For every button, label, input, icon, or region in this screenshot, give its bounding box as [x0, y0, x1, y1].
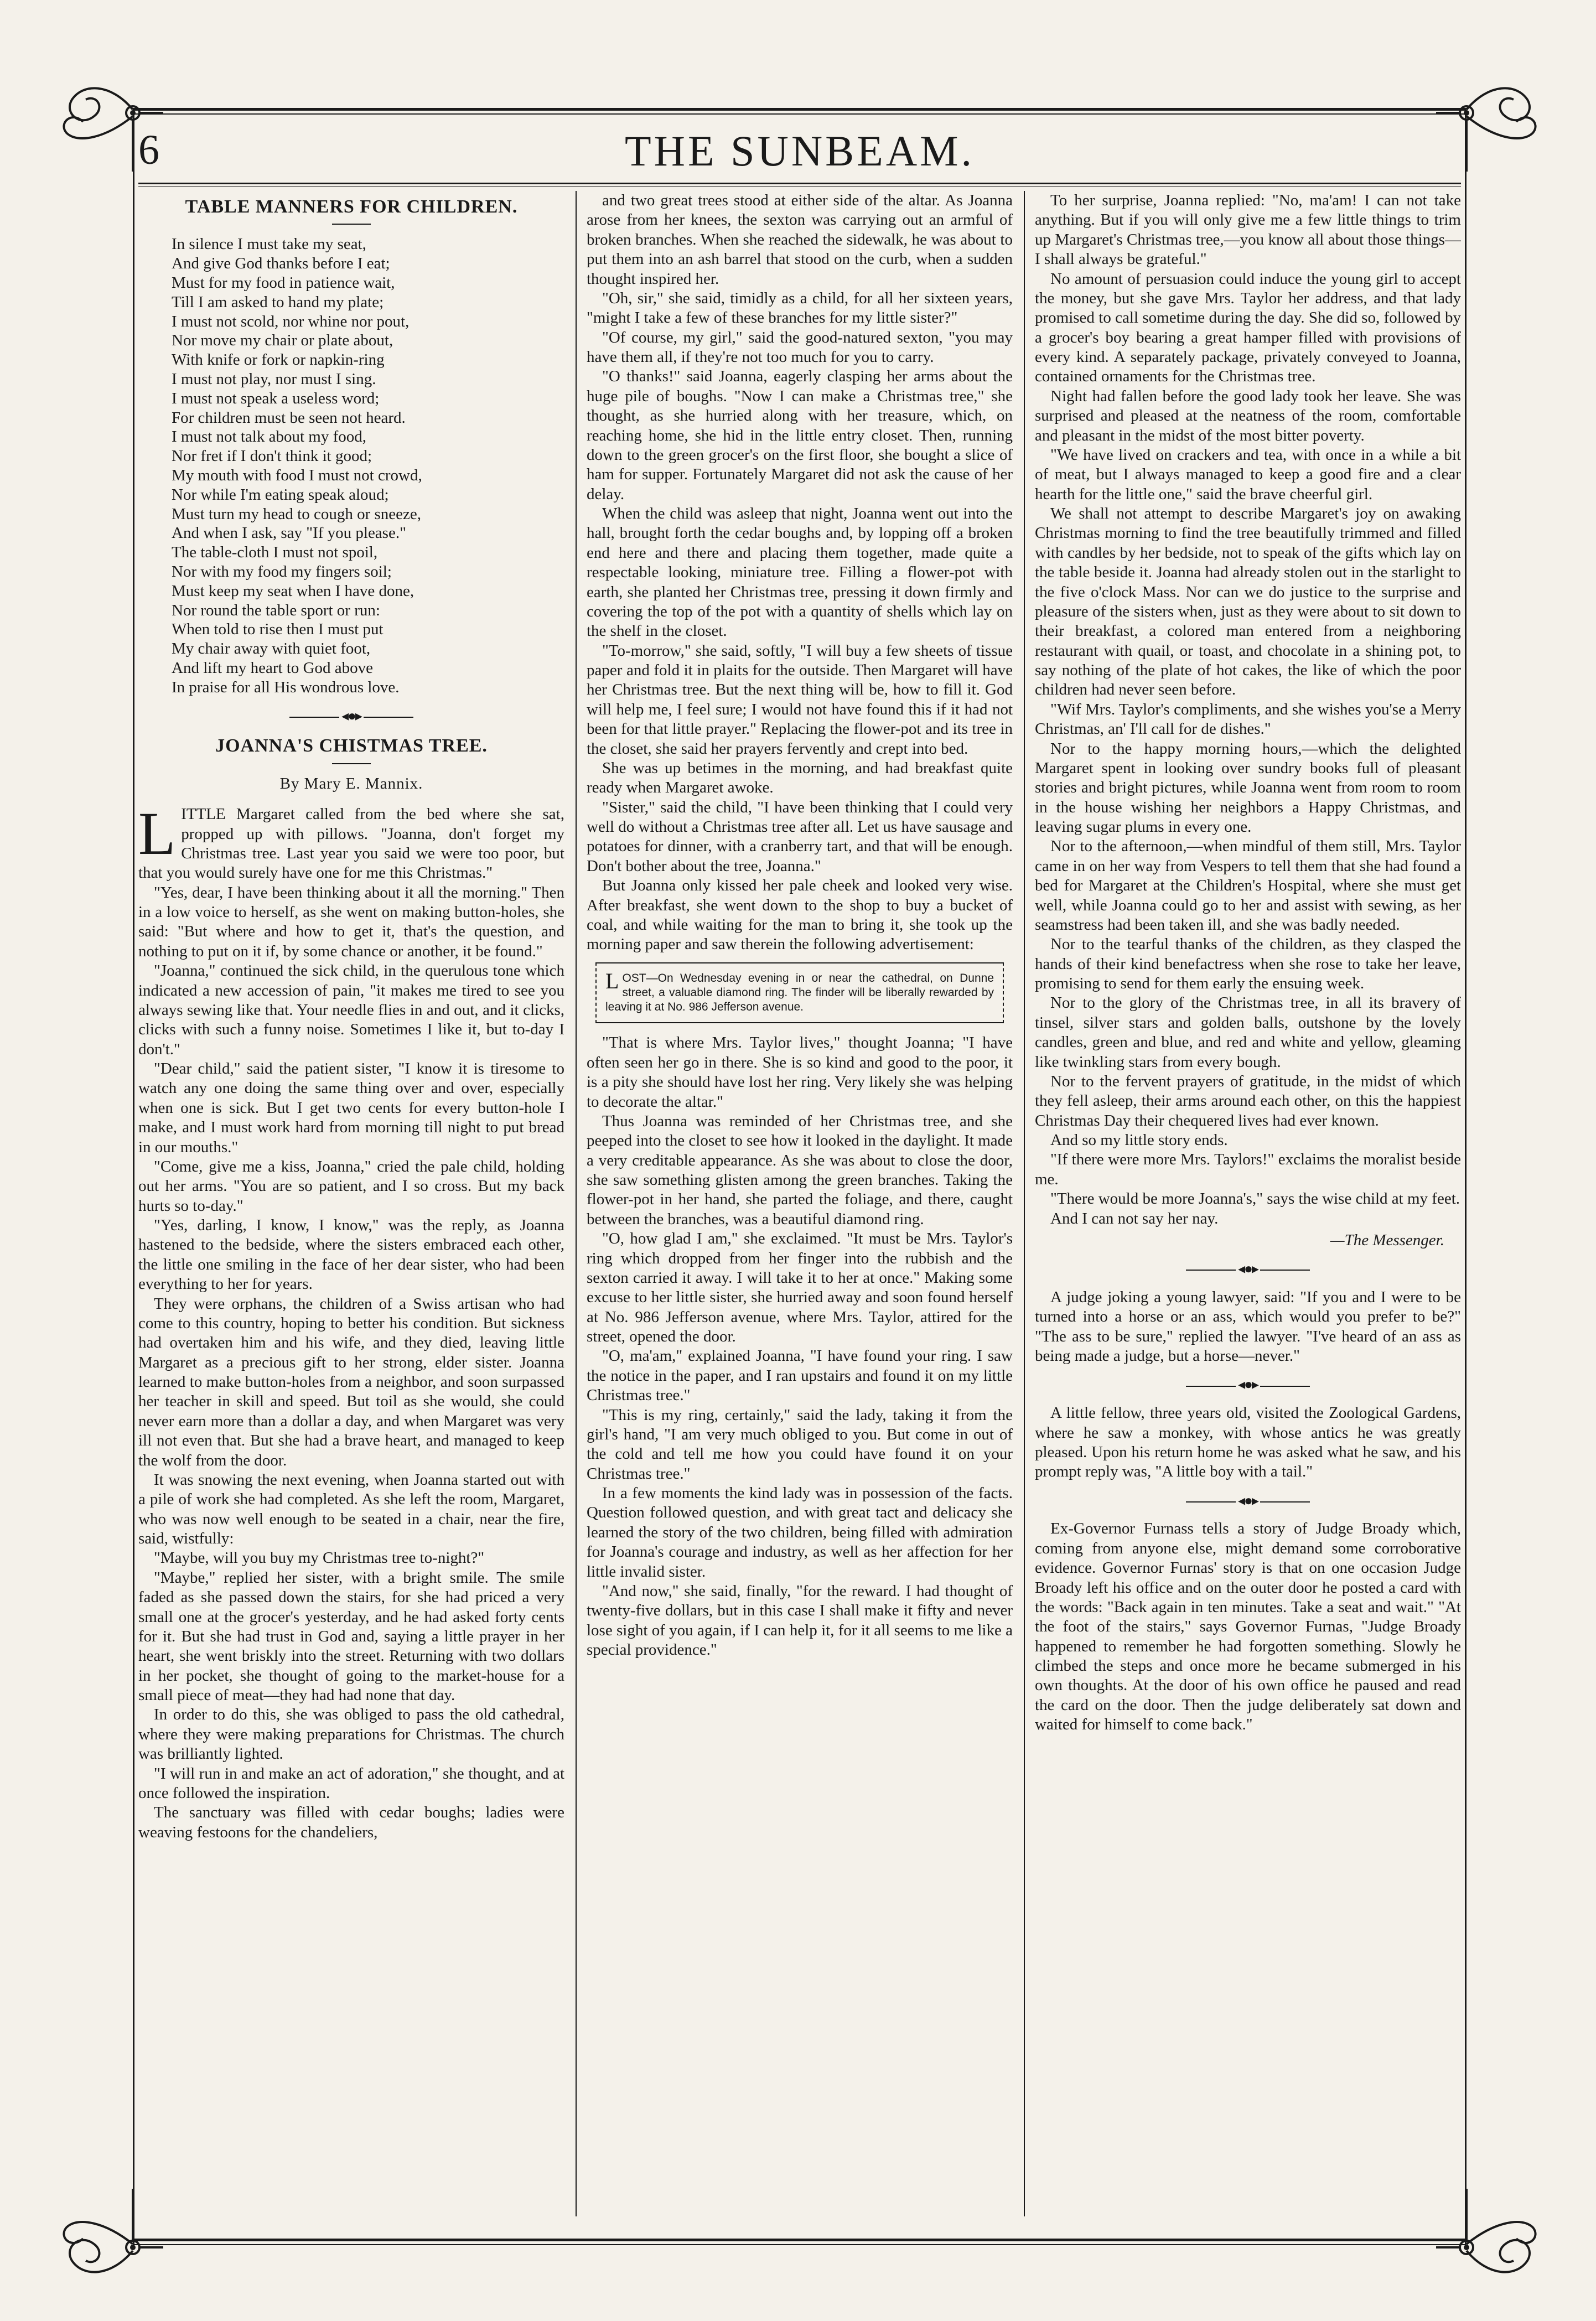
- poem-line: I must not speak a useless word;: [172, 389, 380, 407]
- story-paragraph: Nor to the tearful thanks of the children, as they clasped the hands of their kind benefactress when she rose to take her leave, promising to send for them early the ensuing week.: [1035, 935, 1461, 992]
- anecdote-monkey: A little fellow, three years old, visited the Zoological Gardens, where he saw a monkey, with whose antics he was greatly pleased. Upon his return home he was asked what he saw, and his prompt reply was, "A little boy with a tail.": [1035, 1404, 1461, 1481]
- story-paragraph: "There would be more Joanna's," says the wise child at my feet.: [1050, 1190, 1460, 1208]
- poem-line: Nor fret if I don't think it good;: [172, 447, 372, 465]
- story-paragraph: It was snowing the next evening, when Joanna started out with a pile of work she had completed. As she left the room, Margaret, who was now well enough to be seated in a chair, near the fire, said, wistfully:: [138, 1470, 564, 1548]
- poem-line: When told to rise then I must put: [172, 620, 384, 639]
- poem-line: Till I am asked to hand my plate;: [172, 293, 384, 311]
- poem-line: Nor while I'm eating speak aloud;: [172, 485, 389, 504]
- top-border-rule: [133, 108, 1467, 111]
- story-paragraph: "Yes, dear, I have been thinking about it all the morning." Then in a low voice to herself, as she went on making button-holes, she said: "But where and how to get it, that's the question, and nothing to put on it if, by some chance or another, it be found.": [138, 883, 564, 960]
- advert-drop-cap: L: [605, 968, 619, 993]
- poem-line: I must not talk about my food,: [172, 428, 366, 446]
- poem-line: My mouth with food I must not crowd,: [172, 467, 422, 485]
- story-paragraph: They were orphans, the children of a Swiss artisan who had come to this country, hoping to better his condition. But sickness had overtaken him and his wife, and they died, leaving little Margaret as a precious gift to her strong, elder sister. Joanna learned to make button-holes from a neighbor, and soon surpassed her teacher in skill and speed. But toil as she would, she could never earn more than a dollar a day, and when Margaret was very ill not even that. But she had a brave heart, and managed to keep the wolf from the door.: [138, 1294, 564, 1469]
- story-paragraph: In a few moments the kind lady was in possession of the facts. Question followed question, and with great tact and delicacy she learned the story of the two children, being filled with admiration for Joanna's courage and industry, as well as her affection for her little invalid sister.: [587, 1484, 1013, 1581]
- title-rule: [332, 763, 371, 764]
- page-number: 6: [138, 127, 159, 173]
- story-paragraph: Nor to the afternoon,—when mindful of them still, Mrs. Taylor came in on her way from Vespers to tell them that she had found a bed for Margaret at the Children's Hospital, where she must get well, while Joanna could go to her and assist with sewing, as her seamstress had been taken ill, and she was badly needed.: [1035, 837, 1461, 934]
- drop-cap: L: [138, 800, 176, 868]
- story-paragraph: "O, ma'am," explained Joanna, "I have found your ring. I saw the notice in the paper, and I ran upstairs and found it on my little Christmas tree.": [587, 1347, 1013, 1405]
- story-paragraph: "Maybe," replied her sister, with a bright smile. The smile faded as she passed down the stairs, for she had priced a very small one at the grocer's yesterday, and he had asked forty cents for it. But she had trust in God and, saying a little prayer in her heart, she went briskly into the street. Returning with two dollars in her pocket, she thought of going to the market-house for a small piece of meat—they had had none that day.: [138, 1568, 564, 1705]
- story-paragraph: No amount of persuasion could induce the young girl to accept the money, but she gave Mrs. Taylor her address, and that lady promised to call sometime during the day. She did so, followed by a grocer's boy bearing a great hamper filled with provisions of every kind. A separately package, privately conveyed to Joanna, contained ornaments for the Christmas tree.: [1035, 270, 1461, 386]
- story-paragraph: Nor to the glory of the Christmas tree, in all its bravery of tinsel, silver stars and golden balls, outshone by the lovely candles, green and blue, and red and white and yellow, gleaming like twinkling stars from every bough.: [1035, 994, 1461, 1071]
- anecdote-judge-broady: Ex-Governor Furnass tells a story of Judge Broady which, coming from anyone else, might demand some corroborative evidence. Governor Furnas' story is that on one occasion Judge Broady left his office and on the outer door he posted a card with the words: "Back again in ten minutes. Take a seat and wait." "At the foot of the stairs," says Governor Furnas, "Judge Broady happened to remember he had forgotten something. Slowly he climbed the steps and once more he became submerged in his own thoughts. At the door of his own office he paused and read the card on the door. Then the judge deliberately sat down and waited for himself to come back.": [1035, 1520, 1461, 1734]
- column-divider-1: [576, 191, 577, 2216]
- first-paragraph-text: ITTLE Margaret called from the bed where she sat, propped up with pillows. "Joanna, don't forget my Christmas tree. Last year you said we were too poor, but that you would surely have one for me this Christmas.": [138, 805, 564, 882]
- lost-advertisement: [595, 962, 1004, 1024]
- story-paragraphs: [587, 1033, 1013, 1660]
- poem-line: Nor round the table sport or run:: [172, 601, 380, 619]
- story-paragraph: "That is where Mrs. Taylor lives," thought Joanna; "I have often seen her go in there. She is so kind and good to the poor, it is a pity she should have lost her ring. Very likely she was helping to decorate the altar.": [587, 1034, 1013, 1111]
- story-paragraph: and two great trees stood at either side of the altar. As Joanna arose from her knees, the sexton was carrying out an armful of broken branches. When she reached the sidewalk, he was about to put them into an ash barrel that stood on the curb, when a sudden thought inspired her.: [587, 191, 1013, 288]
- story-paragraph: "We have lived on crackers and tea, with once in a while a bit of meat, but I always managed to keep a good fire and a clear hearth for the little one," said the brave cheerful girl.: [1035, 445, 1461, 503]
- story-paragraph: "Yes, darling, I know, I know," was the reply, as Joanna hastened to the bedside, where the sisters embraced each other, the little one smiling in the face of her dear sister, who had been everything to her for years.: [138, 1216, 564, 1293]
- story-first-paragraph: [138, 800, 564, 883]
- poem-line: Nor move my chair or plate about,: [172, 331, 393, 350]
- poem-line: For children must be seen not heard.: [172, 408, 406, 427]
- story-attribution: —The Messenger.: [1330, 1231, 1444, 1249]
- poem-line: Must keep my seat when I have done,: [172, 582, 414, 600]
- poem-line: And lift my heart to God above: [172, 659, 374, 677]
- story-paragraph: "Maybe, will you buy my Christmas tree to-night?": [154, 1549, 485, 1567]
- story-title: JOANNA'S CHISTMAS TREE.: [215, 735, 488, 757]
- story-paragraphs: [1035, 191, 1461, 1229]
- title-rule: [332, 224, 371, 225]
- poem-line: In silence I must take my seat,: [172, 235, 366, 253]
- story-paragraph: But Joanna only kissed her pale cheek and looked very wise. After breakfast, she went down to the shop to buy a bucket of coal, and while waiting for the man to bring it, she took up the morning paper and saw therein the following advertisement:: [587, 877, 1013, 954]
- story-paragraph: To her surprise, Joanna replied: "No, ma'am! I can not take anything. But if you will only give me a few little things to trim up Margaret's Christmas tree,—you know all about those things—I shall always be grateful.": [1035, 191, 1461, 268]
- story-paragraph: In order to do this, she was obliged to pass the old cathedral, where they were making preparations for Christmas. The church was brilliantly lighted.: [138, 1706, 564, 1763]
- story-paragraph: "Of course, my girl," said the good-natured sexton, "you may have them all, if they're not too much for you to carry.: [587, 328, 1013, 366]
- masthead-title: THE SUNBEAM.: [624, 127, 975, 175]
- story-paragraphs: [138, 883, 564, 1842]
- anecdote-judge-lawyer: A judge joking a young lawyer, said: "If you and I were to be turned into a horse or an ass, which would you prefer to be?" "The ass to be sure," replied the lawyer. "I've heard of an ass as being made a judge, but a horse—never.": [1035, 1288, 1461, 1365]
- story-paragraph: The sanctuary was filled with cedar boughs; ladies were weaving festoons for the chandeliers,: [138, 1804, 564, 1841]
- poem-line: With knife or fork or napkin-ring: [172, 351, 385, 369]
- story-paragraph: Nor to the fervent prayers of gratitude, in the midst of which they fell asleep, their arms around each other, on this the happiest Christmas Day their chequered lives had ever known.: [1035, 1072, 1461, 1130]
- column-3: [1035, 191, 1461, 2227]
- poem-line: I must not scold, nor whine nor pout,: [172, 312, 410, 330]
- story-paragraph: "Dear child," said the patient sister, "I know it is tiresome to watch any one doing the same thing over and over, especially when one is sick. But I get two cents for every button-hole I make, and I must work hard from morning till night to put bread in our mouths.": [138, 1060, 564, 1156]
- story-paragraph: Thus Joanna was reminded of her Christmas tree, and she peeped into the closet to see how it looked in the daylight. It made a very creditable appearance. As she was about to close the door, she saw something glisten among the green branches. Taking the flower-pot in her hand, she parted the foliage, and there, caught between the branches, was a beautiful diamond ring.: [587, 1112, 1013, 1228]
- story-paragraph: She was up betimes in the morning, and had breakfast quite ready when Margaret awoke.: [587, 759, 1013, 797]
- story-paragraph: We shall not attempt to describe Margaret's joy on awaking Christmas morning to find the tree beautifully trimmed and filled with candles by her bedside, not to speak of the gifts which lay on the table beside it. Joanna had already stolen out in the starlight to the five o'clock Mass. Nor can we do justice to the surprise and pleasure of the sisters when, just as they were about to sit down to their breakfast, a colored man entered from a neighboring restaurant with quail, or toast, and chocolate in a shining pot, to say nothing of the plate of hot cakes, the like of which the poor children had never seen before.: [1035, 505, 1461, 699]
- bottom-border-rule-inner: [133, 2244, 1467, 2245]
- story-paragraph: "Wif Mrs. Taylor's compliments, and she wishes you'se a Merry Christmas, an' I'll call for de dishes.": [1035, 700, 1461, 738]
- dot-dash-separator-icon: ◂●▸: [1035, 1260, 1461, 1278]
- poem-line: My chair away with quiet foot,: [172, 640, 371, 658]
- story-paragraph: "O thanks!" said Joanna, eagerly clasping her arms about the huge pile of boughs. "Now I can make a Christmas tree," she thought, as she hurried along with her treasure, which, on reaching home, she hid in the little entry closet. Then, running down to the green grocer's on the first floor, she bought a slice of ham for supper. Fortunately Margaret did not ask the cause of her delay.: [587, 367, 1013, 503]
- poem-line: And when I ask, say "If you please.": [172, 524, 406, 542]
- left-border-rule: [133, 108, 134, 2244]
- story-paragraphs: [587, 191, 1013, 955]
- dot-dash-separator-icon: ◂●▸: [1035, 1492, 1461, 1510]
- poem-line: In praise for all His wondrous love.: [172, 678, 400, 696]
- story-paragraph: "If there were more Mrs. Taylors!" exclaims the moralist beside me.: [1035, 1151, 1461, 1188]
- story-paragraph: "Sister," said the child, "I have been thinking that I could very well do without a Christmas tree after all. Let us have sausage and potatoes for dinner, with a cranberry tart, and that will be enough. Don't bother about the tree, Joanna.": [587, 798, 1013, 875]
- story-paragraph: "Come, give me a kiss, Joanna," cried the pale child, holding out her arms. "You are so patient, and I so cross. But my back hurts so to-day.": [138, 1157, 564, 1215]
- right-border-rule: [1465, 108, 1467, 2244]
- poem-title: TABLE MANNERS FOR CHILDREN.: [185, 196, 518, 217]
- dot-dash-separator-icon: ◂●▸: [138, 707, 564, 725]
- story-paragraph: When the child was asleep that night, Joanna went out into the hall, brought forth the cedar boughs and, by lopping off a broken end here and there and placing them together, made quite a respectable looking, miniature tree. Filling a flower-pot with earth, she planted her Christmas tree, pressing it down firmly and covering the top of the pot with a quantity of shells which lay on the shelf in the closet.: [587, 505, 1013, 640]
- story-paragraph: And I can not say her nay.: [1050, 1209, 1219, 1227]
- story-paragraph: "O, how glad I am," she exclaimed. "It must be Mrs. Taylor's ring which dropped from her finger into the rubbish and the sexton carried it away. I will take it to her at once." Making some excuse to her little sister, she hurried away and soon found herself at No. 986 Jefferson avenue, where Mrs. Taylor, attired for the street, opened the door.: [587, 1230, 1013, 1345]
- byline: By Mary E. Mannix.: [279, 774, 423, 792]
- page-header: [138, 126, 1461, 187]
- story-paragraph: "This is my ring, certainly," said the lady, taking it from the girl's hand, "I am very much obliged to you. But come in out of the cold and tell me how you could have found it on your Christmas tree.": [587, 1406, 1013, 1483]
- poem-line: Must turn my head to cough or sneeze,: [172, 505, 422, 523]
- story-paragraph: Nor to the happy morning hours,—which the delighted Margaret spent in looking over sundry books full of pleasant stories and bright pictures, while Joanna went from room to room in the house wishing her neighbors a Happy Christmas, and leaving sugar plums in every one.: [1035, 739, 1461, 836]
- column-1: [138, 191, 564, 2227]
- top-border-rule-inner: [133, 113, 1467, 115]
- column-divider-2: [1024, 191, 1025, 2216]
- advert-text: OST—On Wednesday evening in or near the cathedral, on Dunne street, a valuable diamond ring. The finder will be liberally rewarded by leaving it at No. 986 Jefferson avenue.: [605, 971, 994, 1014]
- poem-body: [172, 235, 564, 697]
- story-paragraph: "To-morrow," she said, softly, "I will buy a few sheets of tissue paper and fold it in plaits for the outside. Then Margaret will have her Christmas tree. But the next thing will be, how to fill it. God will help me, I feel sure; I would not have found this if it had not been for that little prayer." Replacing the flower-pot and its tree in the closet, she said her prayers fervently and crept into bed.: [587, 641, 1013, 758]
- poem-line: And give God thanks before I eat;: [172, 255, 390, 273]
- story-paragraph: "Joanna," continued the sick child, in the querulous tone which indicated a new accession of pain, "it makes me tired to see you always sewing like that. Your needle flies in and out, and it clicks, clicks with such a funny noise. Sometimes I like it, but to-day I don't.": [138, 962, 564, 1058]
- poem-line: I must not play, nor must I sing.: [172, 370, 376, 388]
- story-paragraph: Night had fallen before the good lady took her leave. She was surprised and pleased at the neatness of the room, comfortable and pleasant in the midst of the most bitter poverty.: [1035, 387, 1461, 444]
- story-paragraph: "Oh, sir," she said, timidly as a child, for all her sixteen years, "might I take a few of these branches for my little sister?": [587, 289, 1013, 327]
- story-paragraph: "I will run in and make an act of adoration," she thought, and at once followed the inspiration.: [138, 1764, 564, 1802]
- poem-line: Nor with my food my fingers soil;: [172, 563, 392, 581]
- story-paragraph: And so my little story ends.: [1050, 1131, 1228, 1149]
- dot-dash-separator-icon: ◂●▸: [1035, 1376, 1461, 1393]
- column-2: [587, 191, 1013, 2227]
- poem-line: Must for my food in patience wait,: [172, 274, 395, 292]
- bottom-border-rule: [133, 2239, 1467, 2241]
- story-paragraph: "And now," she said, finally, "for the reward. I had thought of twenty-five dollars, but in this case I shall make it fifty and never lose sight of you again, if I can help it, for it all seems to me like a special providence.": [587, 1582, 1013, 1659]
- poem-line: The table-cloth I must not spoil,: [172, 543, 378, 562]
